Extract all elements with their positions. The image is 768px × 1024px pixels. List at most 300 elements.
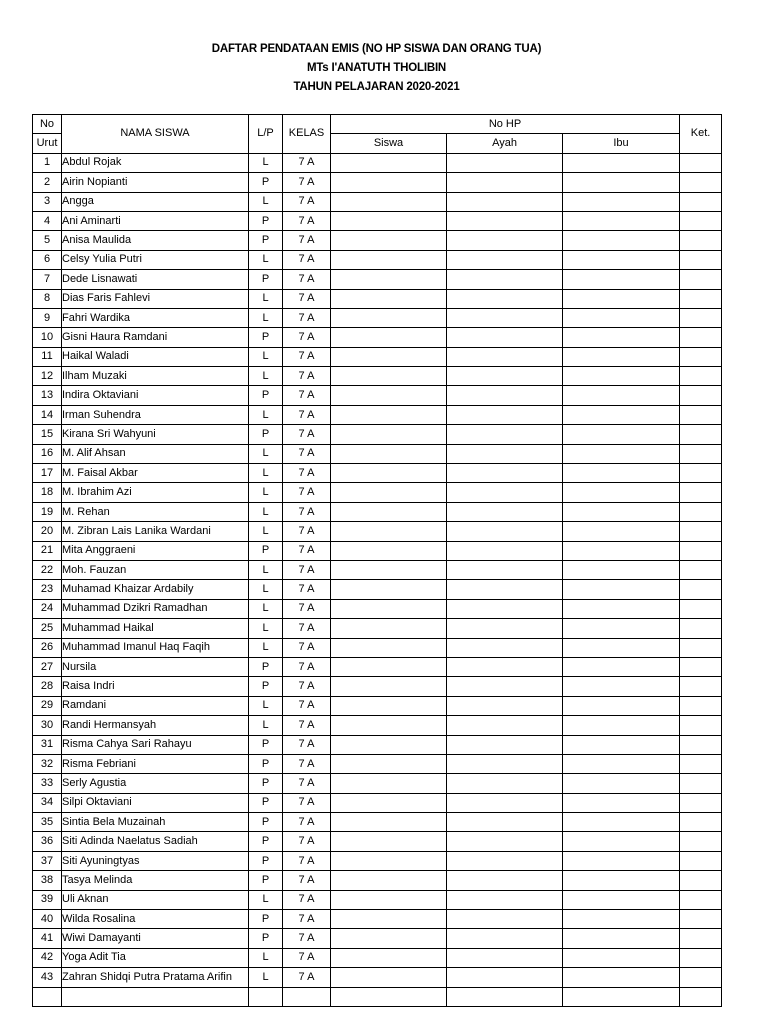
table-row <box>33 580 722 599</box>
phone-ibu-cell <box>563 192 680 211</box>
empty-cell <box>249 987 283 1006</box>
row-number: 11 <box>33 347 62 366</box>
student-name: M. Faisal Akbar <box>62 464 249 483</box>
ket-cell <box>680 211 722 230</box>
table-row <box>33 774 722 793</box>
student-name: Muhammad Dzikri Ramadhan <box>62 599 249 618</box>
row-number: 31 <box>33 735 62 754</box>
student-name: Randi Hermansyah <box>62 716 249 735</box>
student-class: 7 A <box>283 735 331 754</box>
ket-cell <box>680 657 722 676</box>
row-number: 32 <box>33 754 62 773</box>
student-class: 7 A <box>283 192 331 211</box>
phone-ayah-cell <box>447 250 563 269</box>
phone-ibu-cell <box>563 308 680 327</box>
table-row <box>33 677 722 696</box>
header-ayah: Ayah <box>447 134 563 153</box>
row-number: 18 <box>33 483 62 502</box>
ket-cell <box>680 328 722 347</box>
ket-cell <box>680 560 722 579</box>
phone-ayah-cell <box>447 910 563 929</box>
phone-siswa-cell <box>331 677 447 696</box>
student-gender: P <box>249 754 283 773</box>
phone-ayah-cell <box>447 483 563 502</box>
student-name: Risma Cahya Sari Rahayu <box>62 735 249 754</box>
row-number: 16 <box>33 444 62 463</box>
phone-ayah-cell <box>447 871 563 890</box>
row-number: 40 <box>33 910 62 929</box>
table-row <box>33 929 722 948</box>
table-row <box>33 813 722 832</box>
phone-ibu-cell <box>563 347 680 366</box>
table-body <box>33 153 722 1006</box>
row-number: 10 <box>33 328 62 347</box>
phone-ayah-cell <box>447 289 563 308</box>
phone-ayah-cell <box>447 153 563 172</box>
table-row-empty <box>33 987 722 1006</box>
student-class: 7 A <box>283 871 331 890</box>
student-gender: P <box>249 832 283 851</box>
ket-cell <box>680 890 722 909</box>
header-ibu: Ibu <box>563 134 680 153</box>
student-name: Celsy Yulia Putri <box>62 250 249 269</box>
phone-siswa-cell <box>331 464 447 483</box>
phone-ayah-cell <box>447 735 563 754</box>
header-lp: L/P <box>249 115 283 154</box>
phone-siswa-cell <box>331 929 447 948</box>
student-gender: P <box>249 774 283 793</box>
student-class: 7 A <box>283 619 331 638</box>
student-name: Wiwi Damayanti <box>62 929 249 948</box>
student-gender: P <box>249 270 283 289</box>
student-gender: L <box>249 347 283 366</box>
phone-ayah-cell <box>447 599 563 618</box>
phone-ayah-cell <box>447 793 563 812</box>
student-gender: P <box>249 541 283 560</box>
phone-siswa-cell <box>331 793 447 812</box>
student-class: 7 A <box>283 444 331 463</box>
phone-ayah-cell <box>447 580 563 599</box>
student-name: Sintia Bela Muzainah <box>62 813 249 832</box>
student-class: 7 A <box>283 328 331 347</box>
phone-ayah-cell <box>447 968 563 987</box>
phone-ayah-cell <box>447 173 563 192</box>
phone-ibu-cell <box>563 832 680 851</box>
table-row <box>33 638 722 657</box>
phone-ibu-cell <box>563 851 680 870</box>
phone-ibu-cell <box>563 716 680 735</box>
ket-cell <box>680 716 722 735</box>
student-name: Abdul Rojak <box>62 153 249 172</box>
table-row <box>33 619 722 638</box>
header-nama-siswa: NAMA SISWA <box>62 115 249 154</box>
phone-ibu-cell <box>563 677 680 696</box>
ket-cell <box>680 367 722 386</box>
phone-ibu-cell <box>563 968 680 987</box>
phone-ibu-cell <box>563 386 680 405</box>
phone-siswa-cell <box>331 968 447 987</box>
table-row <box>33 522 722 541</box>
student-gender: L <box>249 560 283 579</box>
table-row <box>33 832 722 851</box>
table-row <box>33 968 722 987</box>
row-number: 2 <box>33 173 62 192</box>
phone-ibu-cell <box>563 657 680 676</box>
phone-ibu-cell <box>563 754 680 773</box>
student-name: Angga <box>62 192 249 211</box>
table-row <box>33 289 722 308</box>
phone-siswa-cell <box>331 483 447 502</box>
student-class: 7 A <box>283 948 331 967</box>
phone-siswa-cell <box>331 832 447 851</box>
student-gender: L <box>249 483 283 502</box>
phone-ibu-cell <box>563 328 680 347</box>
student-name: Siti Ayuningtyas <box>62 851 249 870</box>
school-name: MTs I'ANATUTH THOLIBIN <box>306 62 447 74</box>
ket-cell <box>680 347 722 366</box>
row-number: 12 <box>33 367 62 386</box>
table-header-row-1 <box>33 115 722 134</box>
phone-ayah-cell <box>447 696 563 715</box>
empty-cell <box>447 987 563 1006</box>
table-row <box>33 173 722 192</box>
row-number: 39 <box>33 890 62 909</box>
table-row <box>33 948 722 967</box>
row-number: 7 <box>33 270 62 289</box>
header-kelas: KELAS <box>283 115 331 154</box>
table-row <box>33 367 722 386</box>
table-row <box>33 696 722 715</box>
ket-cell <box>680 464 722 483</box>
table-row <box>33 347 722 366</box>
phone-ibu-cell <box>563 929 680 948</box>
phone-ayah-cell <box>447 367 563 386</box>
student-name: Kirana Sri Wahyuni <box>62 425 249 444</box>
phone-siswa-cell <box>331 813 447 832</box>
phone-ibu-cell <box>563 735 680 754</box>
phone-ibu-cell <box>563 541 680 560</box>
ket-cell <box>680 929 722 948</box>
student-name: Mita Anggraeni <box>62 541 249 560</box>
student-class: 7 A <box>283 308 331 327</box>
phone-siswa-cell <box>331 696 447 715</box>
student-class: 7 A <box>283 231 331 250</box>
phone-ayah-cell <box>447 677 563 696</box>
student-gender: P <box>249 231 283 250</box>
table-row <box>33 871 722 890</box>
phone-siswa-cell <box>331 638 447 657</box>
phone-siswa-cell <box>331 211 447 230</box>
row-number: 43 <box>33 968 62 987</box>
row-number: 35 <box>33 813 62 832</box>
ket-cell <box>680 308 722 327</box>
row-number: 37 <box>33 851 62 870</box>
phone-ayah-cell <box>447 464 563 483</box>
student-name: Muhamad Khaizar Ardabily <box>62 580 249 599</box>
phone-ibu-cell <box>563 483 680 502</box>
student-gender: L <box>249 619 283 638</box>
ket-cell <box>680 948 722 967</box>
phone-siswa-cell <box>331 289 447 308</box>
ket-cell <box>680 696 722 715</box>
phone-siswa-cell <box>331 890 447 909</box>
table-row <box>33 657 722 676</box>
row-number: 9 <box>33 308 62 327</box>
student-class: 7 A <box>283 754 331 773</box>
ket-cell <box>680 173 722 192</box>
phone-ayah-cell <box>447 832 563 851</box>
phone-siswa-cell <box>331 716 447 735</box>
phone-siswa-cell <box>331 948 447 967</box>
row-number: 29 <box>33 696 62 715</box>
header-ket: Ket. <box>680 115 722 154</box>
student-gender: L <box>249 522 283 541</box>
ket-cell <box>680 405 722 424</box>
student-gender: L <box>249 716 283 735</box>
table-row <box>33 541 722 560</box>
student-name: Silpi Oktaviani <box>62 793 249 812</box>
header-no: No <box>33 115 62 134</box>
student-gender: P <box>249 328 283 347</box>
row-number: 26 <box>33 638 62 657</box>
row-number: 17 <box>33 464 62 483</box>
phone-ibu-cell <box>563 425 680 444</box>
student-name: Yoga Adit Tia <box>62 948 249 967</box>
phone-ibu-cell <box>563 405 680 424</box>
header-no-hp: No HP <box>331 115 680 134</box>
student-gender: P <box>249 173 283 192</box>
row-number: 20 <box>33 522 62 541</box>
table-row <box>33 754 722 773</box>
phone-ayah-cell <box>447 425 563 444</box>
student-class: 7 A <box>283 405 331 424</box>
student-name: Uli Aknan <box>62 890 249 909</box>
phone-siswa-cell <box>331 522 447 541</box>
student-name: Zahran Shidqi Putra Pratama Arifin <box>62 968 249 987</box>
phone-siswa-cell <box>331 153 447 172</box>
row-number: 42 <box>33 948 62 967</box>
student-class: 7 A <box>283 696 331 715</box>
student-gender: L <box>249 696 283 715</box>
phone-siswa-cell <box>331 328 447 347</box>
student-class: 7 A <box>283 386 331 405</box>
row-number: 4 <box>33 211 62 230</box>
student-gender: P <box>249 735 283 754</box>
student-class: 7 A <box>283 657 331 676</box>
phone-ibu-cell <box>563 270 680 289</box>
phone-siswa-cell <box>331 735 447 754</box>
phone-ibu-cell <box>563 793 680 812</box>
student-name: Ani Aminarti <box>62 211 249 230</box>
phone-siswa-cell <box>331 541 447 560</box>
student-class: 7 A <box>283 851 331 870</box>
row-number: 13 <box>33 386 62 405</box>
student-gender: L <box>249 308 283 327</box>
row-number: 24 <box>33 599 62 618</box>
phone-siswa-cell <box>331 308 447 327</box>
ket-cell <box>680 522 722 541</box>
row-number: 34 <box>33 793 62 812</box>
row-number: 27 <box>33 657 62 676</box>
phone-ayah-cell <box>447 231 563 250</box>
student-name: Muhammad Imanul Haq Faqih <box>62 638 249 657</box>
student-name: Raisa Indri <box>62 677 249 696</box>
student-gender: P <box>249 813 283 832</box>
student-class: 7 A <box>283 716 331 735</box>
empty-cell <box>62 987 249 1006</box>
student-gender: L <box>249 968 283 987</box>
student-gender: P <box>249 851 283 870</box>
student-class: 7 A <box>283 502 331 521</box>
table-row <box>33 211 722 230</box>
phone-siswa-cell <box>331 580 447 599</box>
row-number: 23 <box>33 580 62 599</box>
table-row <box>33 910 722 929</box>
student-class: 7 A <box>283 367 331 386</box>
phone-ayah-cell <box>447 405 563 424</box>
ket-cell <box>680 289 722 308</box>
student-class: 7 A <box>283 774 331 793</box>
table-row <box>33 405 722 424</box>
student-name: Anisa Maulida <box>62 231 249 250</box>
ket-cell <box>680 813 722 832</box>
student-name: Muhammad Haikal <box>62 619 249 638</box>
phone-siswa-cell <box>331 250 447 269</box>
student-name: M. Ibrahim Azi <box>62 483 249 502</box>
phone-ibu-cell <box>563 250 680 269</box>
ket-cell <box>680 793 722 812</box>
student-gender: L <box>249 502 283 521</box>
student-name: Nursila <box>62 657 249 676</box>
phone-siswa-cell <box>331 173 447 192</box>
student-name: Fahri Wardika <box>62 308 249 327</box>
student-gender: P <box>249 386 283 405</box>
ket-cell <box>680 832 722 851</box>
table-row <box>33 716 722 735</box>
ket-cell <box>680 638 722 657</box>
phone-ibu-cell <box>563 367 680 386</box>
ket-cell <box>680 851 722 870</box>
student-gender: L <box>249 153 283 172</box>
phone-ayah-cell <box>447 347 563 366</box>
row-number: 21 <box>33 541 62 560</box>
phone-ibu-cell <box>563 153 680 172</box>
student-table <box>32 114 722 1007</box>
table-row <box>33 308 722 327</box>
phone-ayah-cell <box>447 619 563 638</box>
phone-siswa-cell <box>331 386 447 405</box>
table-row <box>33 560 722 579</box>
student-class: 7 A <box>283 910 331 929</box>
phone-ayah-cell <box>447 386 563 405</box>
student-name: M. Zibran Lais Lanika Wardani <box>62 522 249 541</box>
phone-ibu-cell <box>563 871 680 890</box>
table-row <box>33 851 722 870</box>
student-class: 7 A <box>283 541 331 560</box>
phone-ibu-cell <box>563 638 680 657</box>
table-row <box>33 231 722 250</box>
row-number: 8 <box>33 289 62 308</box>
table-row <box>33 890 722 909</box>
table-row <box>33 483 722 502</box>
student-class: 7 A <box>283 560 331 579</box>
row-number: 36 <box>33 832 62 851</box>
ket-cell <box>680 735 722 754</box>
phone-ibu-cell <box>563 948 680 967</box>
ket-cell <box>680 483 722 502</box>
phone-ayah-cell <box>447 890 563 909</box>
phone-siswa-cell <box>331 910 447 929</box>
row-number: 19 <box>33 502 62 521</box>
phone-ibu-cell <box>563 774 680 793</box>
student-class: 7 A <box>283 250 331 269</box>
header-urut: Urut <box>33 134 62 153</box>
phone-ayah-cell <box>447 754 563 773</box>
phone-ayah-cell <box>447 929 563 948</box>
row-number: 28 <box>33 677 62 696</box>
phone-ayah-cell <box>447 541 563 560</box>
row-number: 41 <box>33 929 62 948</box>
phone-ayah-cell <box>447 192 563 211</box>
student-class: 7 A <box>283 270 331 289</box>
phone-ayah-cell <box>447 328 563 347</box>
student-class: 7 A <box>283 173 331 192</box>
student-gender: L <box>249 405 283 424</box>
student-class: 7 A <box>283 813 331 832</box>
phone-ayah-cell <box>447 444 563 463</box>
student-class: 7 A <box>283 153 331 172</box>
ket-cell <box>680 599 722 618</box>
student-name: Risma Febriani <box>62 754 249 773</box>
student-class: 7 A <box>283 211 331 230</box>
ket-cell <box>680 425 722 444</box>
phone-siswa-cell <box>331 851 447 870</box>
empty-cell <box>283 987 331 1006</box>
phone-ayah-cell <box>447 716 563 735</box>
table-row <box>33 735 722 754</box>
row-number: 38 <box>33 871 62 890</box>
student-class: 7 A <box>283 347 331 366</box>
ket-cell <box>680 541 722 560</box>
phone-siswa-cell <box>331 619 447 638</box>
student-name: Irman Suhendra <box>62 405 249 424</box>
student-gender: L <box>249 289 283 308</box>
student-gender: L <box>249 890 283 909</box>
student-class: 7 A <box>283 793 331 812</box>
phone-ayah-cell <box>447 502 563 521</box>
empty-cell <box>563 987 680 1006</box>
phone-ayah-cell <box>447 560 563 579</box>
ket-cell <box>680 270 722 289</box>
table-row <box>33 250 722 269</box>
phone-ibu-cell <box>563 289 680 308</box>
phone-ibu-cell <box>563 231 680 250</box>
student-class: 7 A <box>283 464 331 483</box>
ket-cell <box>680 754 722 773</box>
ket-cell <box>680 231 722 250</box>
phone-ayah-cell <box>447 522 563 541</box>
student-name: Ramdani <box>62 696 249 715</box>
student-name: Tasya Melinda <box>62 871 249 890</box>
student-gender: P <box>249 211 283 230</box>
student-gender: P <box>249 677 283 696</box>
student-name: Dias Faris Fahlevi <box>62 289 249 308</box>
student-name: M. Alif Ahsan <box>62 444 249 463</box>
student-class: 7 A <box>283 929 331 948</box>
phone-siswa-cell <box>331 560 447 579</box>
row-number: 30 <box>33 716 62 735</box>
phone-ibu-cell <box>563 910 680 929</box>
